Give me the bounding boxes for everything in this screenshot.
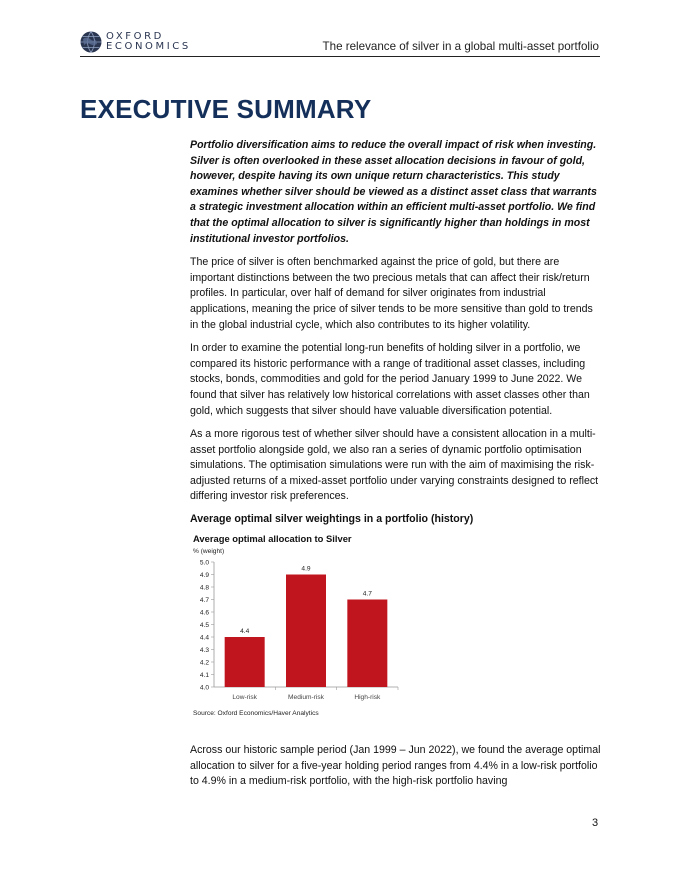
y-tick-label: 4.1 — [199, 671, 209, 679]
page-title: EXECUTIVE SUMMARY — [80, 94, 372, 124]
body-paragraph: As a more rigorous test of whether silver should have a consistent allocation in a multi-asset portfolio alongside gold, we also ran a series of dynamic portfolio optimisation simulations. The optimisation simulations were run with the aim of maximising the risk-adjusted returns of a mixed-asset portfolio under varying constraints designed to reflect differing investor risk preferences. — [190, 428, 599, 503]
y-tick-label: 4.2 — [199, 659, 209, 667]
y-tick-label: 4.5 — [199, 621, 209, 629]
chart-figure — [190, 533, 430, 733]
running-header-title: The relevance of silver in a global multi-asset portfolio — [322, 40, 599, 53]
body-paragraph: In order to examine the potential long-run benefits of holding silver in a portfolio, we compared its historic performance with a range of traditional asset classes, including stocks, bonds, commodities and gold for the period January 1999 to June 2022. We found that silver has relatively low historical correlations with asset classes other than gold, which suggests that silver should have valuable diversification potential. — [190, 342, 590, 417]
y-tick-label: 4.8 — [199, 584, 209, 592]
y-tick-label: 4.6 — [199, 609, 209, 617]
oxford-economics-logo — [80, 31, 191, 53]
x-category-label: Medium-risk — [288, 694, 324, 702]
y-tick-label: 4.7 — [199, 596, 209, 604]
logo-line-2: ECONOMICS — [106, 41, 191, 52]
page-number: 3 — [592, 817, 599, 829]
bar-data-label: 4.9 — [301, 565, 311, 573]
body-paragraph: Across our historic sample period (Jan 1999 – Jun 2022), we found the average optimal allocation to silver for a five-year holding period ranges from 4.4% in a low-risk portfolio to 4.9% in a medium-risk portfolio, with the high-risk portfolio having — [190, 744, 601, 788]
y-tick-label: 5.0 — [199, 559, 209, 567]
x-category-label: High-risk — [354, 694, 381, 702]
header-divider — [80, 56, 600, 57]
bar-low-risk — [225, 637, 265, 687]
chart-caption: Average optimal silver weightings in a portfolio (history) — [190, 513, 474, 526]
logo-line-1: OXFORD — [106, 30, 164, 42]
bar-medium-risk — [286, 575, 326, 688]
bar-chart — [190, 556, 430, 710]
logo-wordmark — [106, 32, 191, 53]
y-tick-label: 4.4 — [199, 634, 209, 642]
y-tick-label: 4.0 — [199, 684, 209, 692]
chart-title: Average optimal allocation to Silver — [193, 533, 352, 545]
chart-source: Source: Oxford Economics/Haver Analytics — [193, 710, 319, 718]
bar-data-label: 4.4 — [240, 628, 250, 636]
intro-summary: Portfolio diversification aims to reduce the overall impact of risk when investing. Silver is often overlooked in these asset allocation decisions in favour of gold, however, despite having its own unique return characteristics. This study examines whether silver should be viewed as a distinct asset class that warrants a strategic investment allocation within an efficient multi-asset portfolio. We find that the optimal allocation to silver is significantly higher than holdings in most institutional investor portfolios. — [190, 139, 597, 245]
globe-icon — [80, 31, 102, 53]
y-tick-label: 4.3 — [199, 646, 209, 654]
y-tick-label: 4.9 — [199, 571, 209, 579]
bar-high-risk — [347, 600, 387, 688]
body-paragraph: The price of silver is often benchmarked against the price of gold, but there are important distinctions between the two precious metals that can affect their risk/return profiles. In particular, over half of demand for silver originates from industrial applications, meaning the price of silver tends to be more sensitive than gold to trends in the global industrial cycle, which also contributes to its higher volatility. — [190, 256, 593, 331]
bar-data-label: 4.7 — [362, 590, 372, 598]
chart-y-unit: % (weight) — [193, 548, 225, 556]
x-category-label: Low-risk — [232, 694, 257, 702]
main-content — [190, 138, 602, 798]
